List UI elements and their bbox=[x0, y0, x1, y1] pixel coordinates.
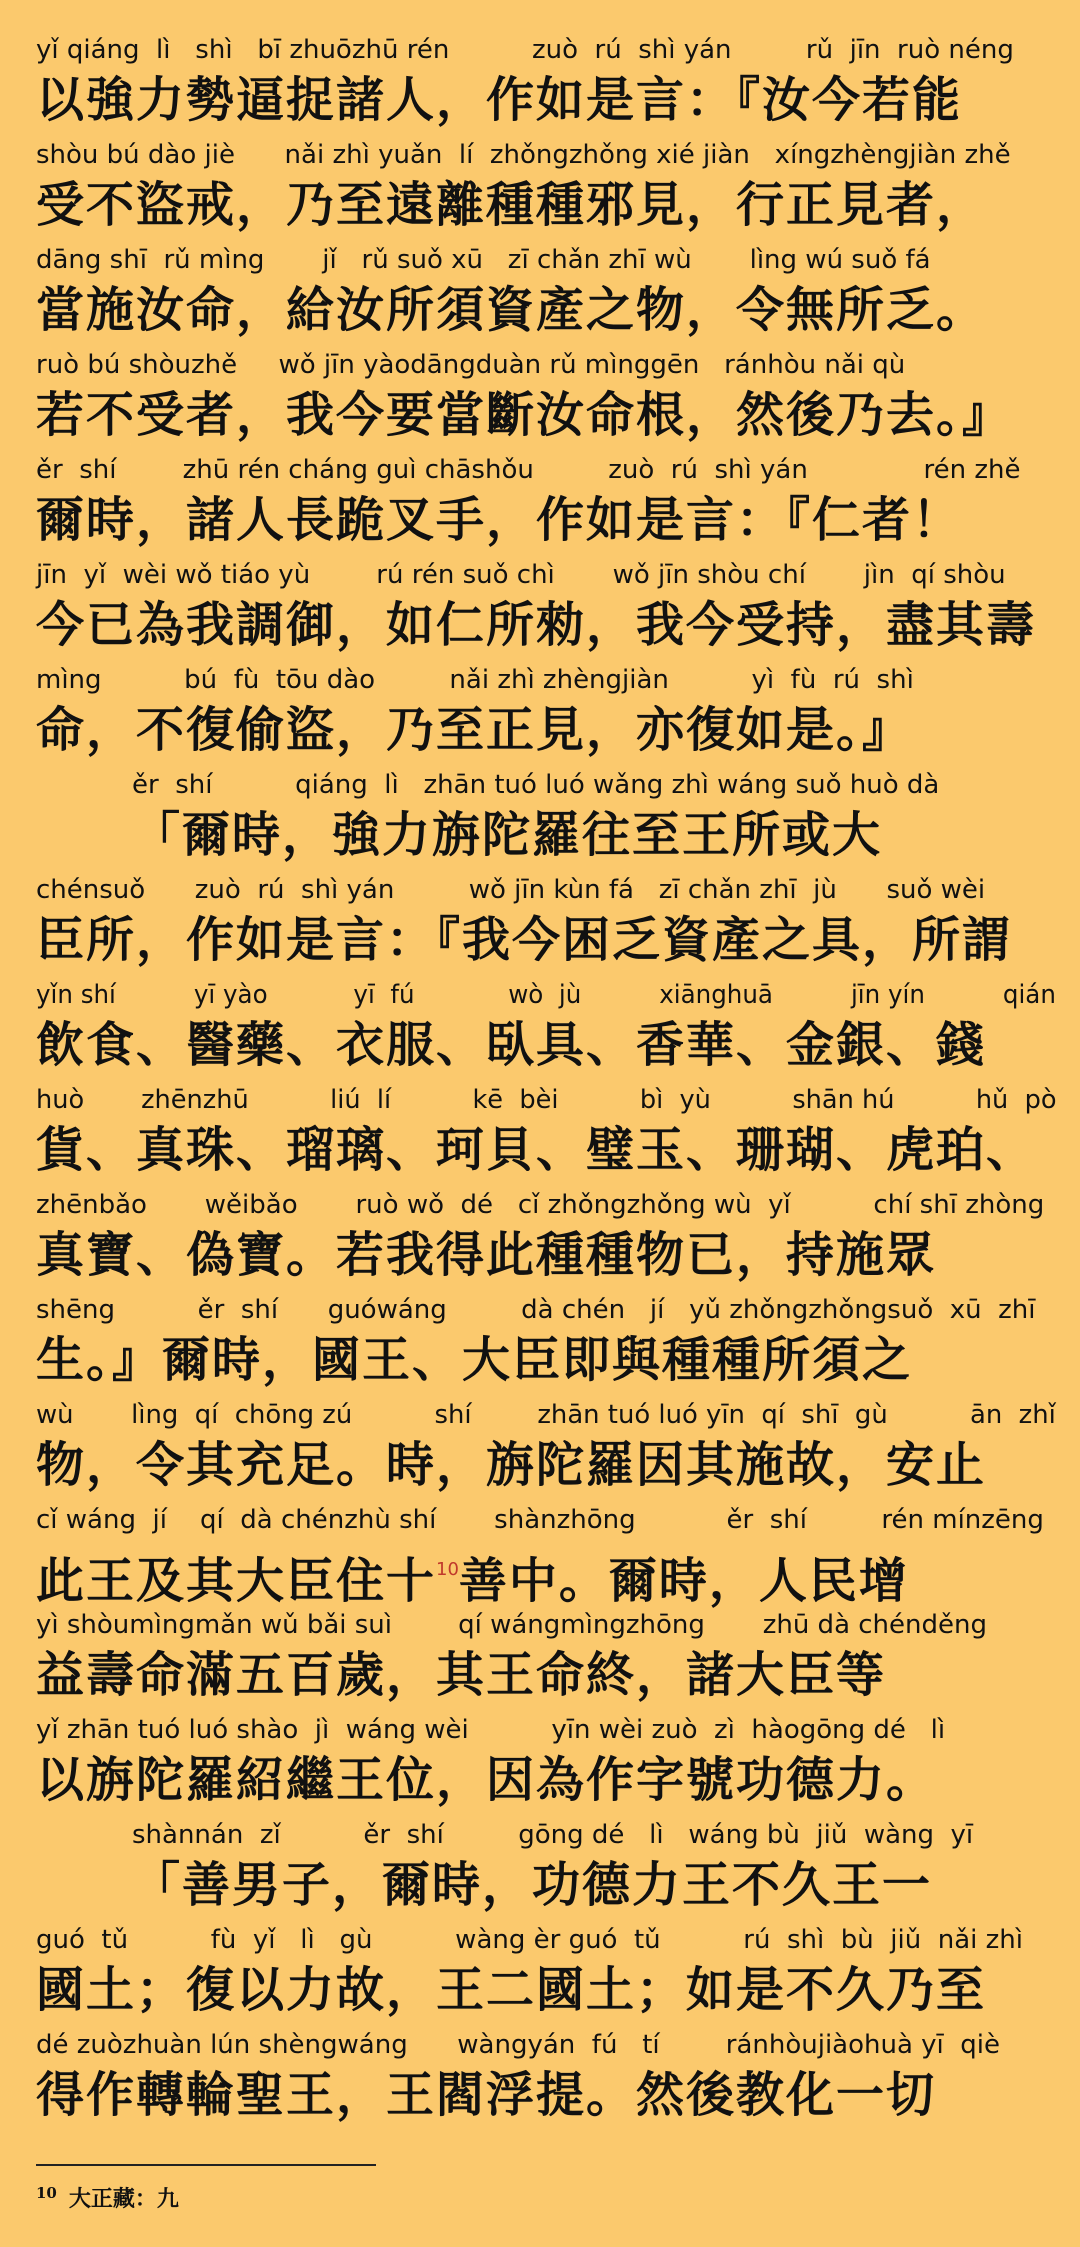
text-line-7 bbox=[36, 660, 1056, 765]
hanzi-row: 以旃陀羅紹繼王位，因為作字號功德力。 bbox=[36, 1752, 937, 1808]
hanzi-row: 今已為我調御，如仁所勑，我今受持，盡其壽 bbox=[36, 597, 1037, 653]
pinyin-row: jīn yǐ wèi wǒ tiáo yù rú rén suǒ chì wǒ jīn shòu chí jìn qí shòu bbox=[36, 560, 1006, 590]
hanzi-row: 真寶、偽寶。若我得此種種物已，持施眾 bbox=[36, 1227, 937, 1283]
pinyin-row: yǐ zhān tuó luó shào jì wáng wèi yīn wèi zuò zì hàogōng dé lì bbox=[36, 1715, 946, 1745]
pinyin-row: dé zuòzhuàn lún shèngwáng wàngyán fú tí ránhòujiàohuà yī qiè bbox=[36, 2030, 1001, 2060]
pinyin-row: mìng bú fù tōu dào nǎi zhì zhèngjiàn yì fù rú shì bbox=[36, 665, 914, 695]
pinyin-row: wù lìng qí chōng zú shí zhān tuó luó yīn qí shī gù ān zhǐ bbox=[36, 1400, 1056, 1430]
hanzi-row: 國土；復以力故，王二國土；如是不久乃至 bbox=[36, 1962, 987, 2018]
text-line-19 bbox=[36, 1920, 1056, 2025]
text-line-4 bbox=[36, 345, 1056, 450]
text-line-14 bbox=[36, 1395, 1056, 1500]
pinyin-row: shēng ěr shí guówáng dà chén jí yǔ zhǒngzhǒngsuǒ xū zhī bbox=[36, 1295, 1036, 1325]
text-line-12 bbox=[36, 1185, 1056, 1290]
text-line-8 bbox=[36, 765, 1056, 870]
hanzi-segment: 善中。爾時，人民增 bbox=[458, 1553, 909, 1609]
text-line-10 bbox=[36, 975, 1056, 1080]
hanzi-row: 命，不復偷盜，乃至正見，亦復如是。』 bbox=[36, 702, 913, 758]
hanzi-row: 「爾時，強力旃陀羅往至王所或大 bbox=[132, 807, 883, 863]
pinyin-row: shànnán zǐ ěr shí gōng dé lì wáng bù jiǔ wàng yī bbox=[132, 1820, 974, 1850]
footnote-text: 大正藏：九 bbox=[68, 2186, 179, 2212]
pinyin-row: cǐ wáng jí qí dà chénzhù shí shànzhōng ěr shí rén mínzēng bbox=[36, 1505, 1044, 1535]
hanzi-row: 爾時，諸人長跪叉手，作如是言：『仁者！ bbox=[36, 492, 963, 548]
hanzi-row: 以強力勢逼捉諸人，作如是言：『汝今若能 bbox=[36, 72, 963, 128]
pinyin-row: zhēnbǎo wěibǎo ruò wǒ dé cǐ zhǒngzhǒng wù yǐ chí shī zhòng bbox=[36, 1190, 1045, 1220]
hanzi-row: 生。』爾時，國王、大臣即與種種所須之 bbox=[36, 1332, 913, 1388]
text-line-1 bbox=[36, 30, 1056, 135]
hanzi-row: 貨、真珠、瑠璃、珂貝、璧玉、珊瑚、虎珀、 bbox=[36, 1122, 1037, 1178]
text-line-11 bbox=[36, 1080, 1056, 1185]
pinyin-row: guó tǔ fù yǐ lì gù wàng èr guó tǔ rú shì bù jiǔ nǎi zhì bbox=[36, 1925, 1023, 1955]
pinyin-row: yǐn shí yī yào yī fú wò jù xiānghuā jīn yín qián bbox=[36, 980, 1056, 1010]
pinyin-row: dāng shī rǔ mìng jǐ rǔ suǒ xū zī chǎn zhī wù lìng wú suǒ fá bbox=[36, 245, 931, 275]
footnote-marker[interactable]: 10 bbox=[436, 1559, 459, 1580]
hanzi-segment: 此王及其大臣住十 bbox=[36, 1553, 437, 1609]
text-line-6 bbox=[36, 555, 1056, 660]
text-line-16 bbox=[36, 1605, 1056, 1710]
hanzi-row: 若不受者，我今要當斷汝命根，然後乃去。』 bbox=[36, 387, 1013, 443]
hanzi-row: 得作轉輪聖王，王閻浮提。然後教化一切 bbox=[36, 2067, 937, 2123]
text-line-9 bbox=[36, 870, 1056, 975]
pinyin-row: yì shòumìngmǎn wǔ bǎi suì qí wángmìngzhōng zhū dà chénděng bbox=[36, 1610, 987, 1640]
pinyin-row: ěr shí qiáng lì zhān tuó luó wǎng zhì wáng suǒ huò dà bbox=[132, 770, 940, 800]
pinyin-row: yǐ qiáng lì shì bī zhuōzhū rén zuò rú shì yán rǔ jīn ruò néng bbox=[36, 35, 1014, 65]
hanzi-row: 物，令其充足。時，旃陀羅因其施故，安止 bbox=[36, 1437, 987, 1493]
hanzi-row: 臣所，作如是言：『我今困乏資產之具，所謂 bbox=[36, 912, 1013, 968]
hanzi-row: 益壽命滿五百歲，其王命終，諸大臣等 bbox=[36, 1647, 887, 1703]
pinyin-row: ruò bú shòuzhě wǒ jīn yàodāngduàn rǔ mìnggēn ránhòu nǎi qù bbox=[36, 350, 906, 380]
pinyin-row: huò zhēnzhū liú lí kē bèi bì yù shān hú hǔ pò bbox=[36, 1085, 1057, 1115]
text-line-18 bbox=[36, 1815, 1056, 1920]
footnote-number: 10 bbox=[36, 2184, 57, 2202]
hanzi-row: 受不盜戒，乃至遠離種種邪見，行正見者， bbox=[36, 177, 987, 233]
text-line-17 bbox=[36, 1710, 1056, 1815]
text-line-3 bbox=[36, 240, 1056, 345]
pinyin-row: ěr shí zhū rén cháng guì chāshǒu zuò rú shì yán rén zhě bbox=[36, 455, 1021, 485]
hanzi-row: 飲食、醫藥、衣服、臥具、香華、金銀、錢 bbox=[36, 1017, 987, 1073]
sutra-text-block bbox=[36, 30, 1056, 2130]
text-line-5 bbox=[36, 450, 1056, 555]
pinyin-row: chénsuǒ zuò rú shì yán wǒ jīn kùn fá zī chǎn zhī jù suǒ wèi bbox=[36, 875, 986, 905]
footnote-divider bbox=[36, 2164, 376, 2166]
text-line-15 bbox=[36, 1500, 1056, 1609]
footnote bbox=[36, 2178, 179, 2212]
pinyin-row: shòu bú dào jiè nǎi zhì yuǎn lí zhǒngzhǒng xié jiàn xíngzhèngjiàn zhě bbox=[36, 140, 1011, 170]
text-line-2 bbox=[36, 135, 1056, 240]
hanzi-row: 當施汝命，給汝所須資產之物，令無所乏。 bbox=[36, 282, 987, 338]
text-line-13 bbox=[36, 1290, 1056, 1395]
hanzi-row bbox=[36, 1538, 1056, 1609]
text-line-20 bbox=[36, 2025, 1056, 2130]
hanzi-row: 「善男子，爾時，功德力王不久王一 bbox=[132, 1857, 933, 1913]
